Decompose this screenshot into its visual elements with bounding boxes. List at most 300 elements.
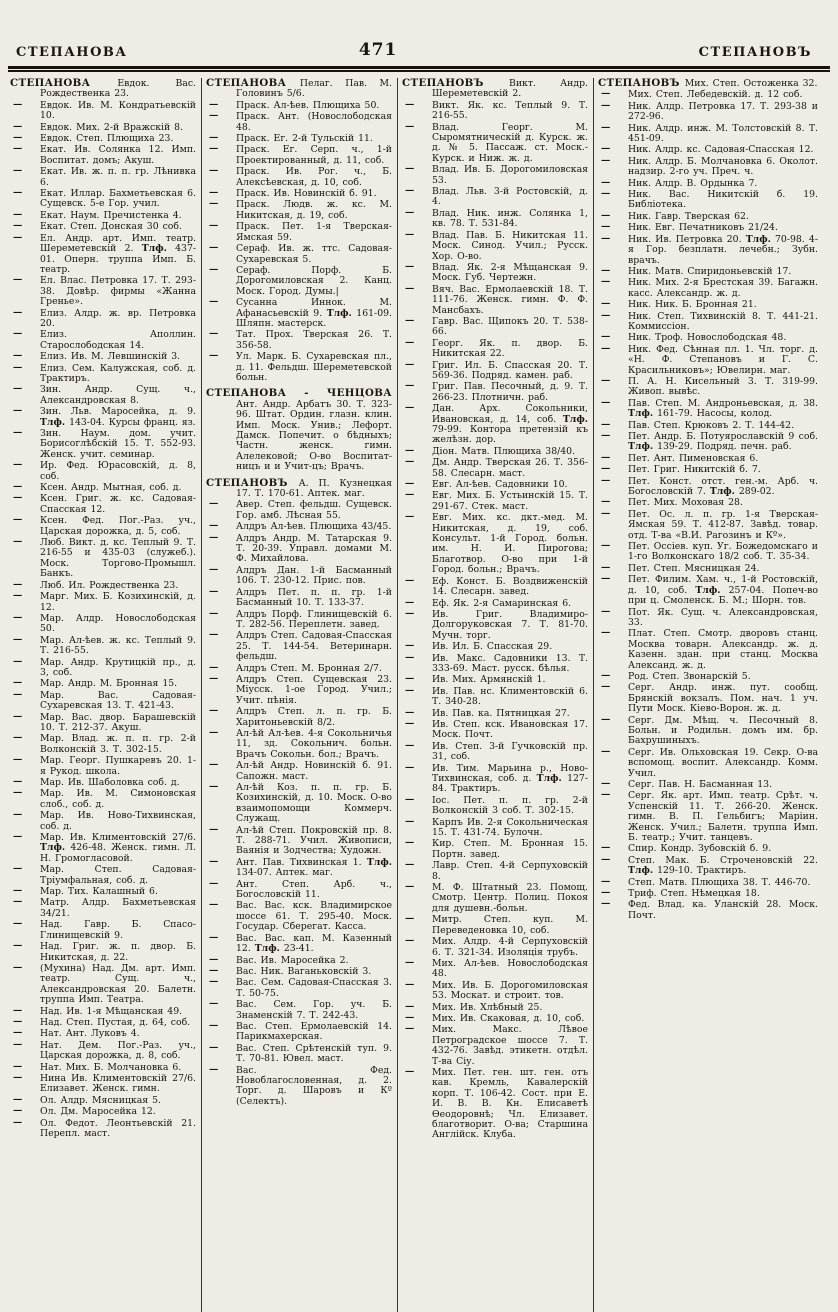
entry-text: Ник. Алдр. кс. Садовая-Спасская 12. [628,144,814,156]
directory-entry [206,531,392,565]
entry-text: Карпъ Ив. 2-я Сокольническая 15. Т. 431-74. Булочн. [432,816,588,839]
ditto-dash: — [405,913,414,925]
entry-text: Влад. Георг. М. Сыромятническій д. Курск. ж. д. № 5. Пассаж. ст. Моск.-Курск. и Ниж. ж. д. [432,121,588,164]
directory-entry [10,756,196,777]
entry-text: Мар. Влад. ж. п. п. гр. 2-й Волконскій 3. Т. 302-15. [40,733,196,755]
directory-entry [598,232,818,266]
entry-text: Ив. Пав. ка. Пятницкая 27. [432,707,570,719]
directory-entry [206,607,392,631]
ditto-dash: — [13,208,22,220]
entry-text: Ксен. Андр. Мытная, соб. д. [40,482,182,494]
entry-text: Іос. Пет. п. п. гр. 2-й Волконскій 3 соб. Т. 302-15. [432,794,588,817]
ditto-dash: — [13,120,22,132]
entry-text: Вас. Сем. Гор. уч. Б. Знаменскій 7. Т. 242-43. [236,999,392,1021]
directory-entry [598,90,818,100]
directory-entry [206,1000,392,1021]
ditto-dash: — [13,754,22,766]
entry-text: Зин. Льв. Маросейка, д. 9. Тлф. 143-04. Курсы франц. яз. [40,406,196,428]
ditto-dash: — [209,328,218,340]
ditto-dash: — [405,282,414,294]
directory-entry [206,1019,392,1043]
ditto-dash: — [601,264,610,276]
ditto-dash: — [13,1027,22,1039]
directory-entry [206,263,392,297]
entry-text: Пет. Оссіев. куп. Уг. Божедомскаго и 1-го Волконскаго 18/2 соб. Т. 35-34. [628,541,818,563]
ditto-dash: — [601,331,610,343]
entry-text: Мих. Пет. ген. шт. ген. отъ кав. Кремль, Кавалерскій корп. Т. 106-42. Сост. при Е. И. В. В. Кн. Елисаветѣ Ѳеодоровнѣ; Чл. Елизавет. благотворит. О-ва; Старшина Англійск. Клуба. [432,1066,588,1141]
ditto-dash: — [601,188,610,200]
entry-text: Над. Ив. 1-я Мѣщанская 49. [40,1005,183,1017]
ditto-dash: — [405,717,414,729]
entry-text: Мих. Алдр. 4-й Серпуховскій 6. Т. 321-34. Изоляція трубъ. [432,936,588,958]
ditto-dash: — [601,342,610,354]
ditto-dash: — [13,1093,22,1105]
ditto-dash: — [13,536,22,548]
ditto-dash: — [13,383,22,395]
directory-entry [598,745,818,779]
ditto-dash: — [405,1011,414,1023]
entry-text: Ол. Алдр. Мясницкая 5. [40,1094,161,1106]
directory-entry [402,642,588,652]
ditto-dash: — [405,314,414,326]
entry-text: Ив. Ил. Б. Спасская 29. [432,641,553,653]
entry-text: Вяч. Вас. Ермолаевскій 18. Т. 111-76. Женск. гимн. Ф. Ф. Мансбахъ. [432,283,588,316]
ditto-dash: — [601,88,610,100]
entry-text: Серг. Ив. Ольховская 19. Секр. О-ва вспомощ. воспит. Александр. Комм. Учил. [628,746,818,779]
ditto-dash: — [601,745,610,757]
entry-text: Пет. Ос. л. п. гр. 1-я Тверская-Ямская 59. Т. 412-87. Завѣд. товар. отд. Т-ва «В.И. Рагозинъ и Кº». [628,508,818,541]
entry-text: Мих. Ив. Хлѣбный 25. [432,1001,543,1013]
directory-entry [402,98,588,122]
ditto-dash: — [13,492,22,504]
entry-text: Праск. Ив. Новинскій б. 91. [236,188,377,200]
directory-entry [402,480,588,490]
entry-text: Степ. Мак. Б. Строченовскій 22. Тлф. 129-10. Трактиръ. [628,854,818,877]
entry-text: Серг. Пав. Н. Басманная 13. [628,779,773,790]
directory-column-2 [202,78,398,1312]
entry-text: Серг. Андр. инж. пут. сообщ. Брянскій вокзалъ. Пом. нач. 1 уч. Пути Моск. Кіево-Ворон. ж. д. [628,682,818,715]
directory-entry [206,222,392,243]
ditto-dash: — [405,456,414,468]
ditto-dash: — [209,1041,218,1053]
entry-text: Ив. Тим. Марьина р., Ново-Тихвинская, соб. д. Тлф. 127-84. Трактиръ. [432,762,588,795]
entry-text: Григ. Ил. Б. Спасская 20. Т. 569-36. Подряд. камен. раб. [432,359,588,381]
entry-text: Праск. Ал-ѣев. Плющиха 50. [236,99,380,111]
directory-entry [402,706,588,719]
ditto-dash: — [601,669,610,681]
directory-entry [206,134,392,144]
directory-entry [402,574,588,598]
directory-entry [598,145,818,155]
ditto-dash: — [209,263,218,275]
ditto-dash: — [601,463,610,475]
directory-entry [10,483,196,493]
ditto-dash: — [405,1000,414,1012]
ditto-dash: — [13,220,22,232]
ditto-dash: — [209,998,218,1010]
ditto-dash: — [405,859,414,871]
ditto-dash: — [209,823,218,835]
ditto-dash: — [209,899,218,911]
directory-entry [598,99,818,123]
ditto-dash: — [209,953,218,965]
directory-entry [10,330,196,351]
ditto-dash: — [601,232,610,244]
directory-entry [10,407,196,428]
ditto-dash: — [13,809,22,821]
directory-entry [402,282,588,316]
directory-column-4 [594,78,832,1312]
entry-text: Спир. Кондр. Зубовскій б. 9. [628,843,772,855]
ditto-dash: — [601,396,610,408]
surname-lead: СТЕПАНОВЪ [402,78,510,89]
entry-text: Люб. Викт. д. кс. Теплый 9. Т. 216-55 и 435-03 (служеб.). Моск. Торгово-Промышл. Банкъ. [40,537,196,580]
entry-text: Ел. Влас. Петровка 17. Т. 293-38. Довѣр. фирмы «Жанна Гренье». [40,275,196,308]
ditto-dash: — [209,629,218,641]
ditto-dash: — [601,507,610,519]
entry-text: Алдръ Ал-ѣев. Плющиха 43/45. [236,521,392,533]
ditto-dash: — [13,1060,22,1072]
entry-text: Сусанна Иннок. М. Афанасьевскій 9. Тлф. 161-09. Шляпн. мастерск. [236,297,392,329]
ditto-dash: — [405,574,414,586]
entry-text: Мар. Вас. двор. Барашевскій 10. Т. 212-37. Акуш. [40,711,196,733]
directory-entry [10,222,196,232]
directory-entry [206,823,392,857]
ditto-dash: — [405,881,414,893]
entry-text: Сераф. Ив. ж. ттс. Садовая-Сухаревская 5. [236,243,392,265]
ditto-dash: — [601,474,610,486]
ditto-dash: — [13,787,22,799]
directory-entry [10,385,196,406]
directory-entry [598,669,818,682]
entry-text: Мар. Тих. Калашный 6. [40,886,158,898]
directory-entry [10,208,196,221]
directory-entry [10,461,196,482]
ditto-dash: — [13,274,22,286]
entry-text: Мих. Степ. Лебедевскій. д. 12 соб. [628,89,803,101]
entry-text: Зин. Андр. Сущ. ч., Александровская 8. [40,384,196,406]
entry-text: Ник. Ив. Петровка 20. Тлф. 70-98. 4-я Гор. безплатн. лечебн.; Зубн. врачъ. [628,233,818,266]
entry-text: Елиз. Сем. Калужская, соб. д. Трактиръ. [40,362,196,384]
directory-entry [402,651,588,675]
directory-entry [10,942,196,963]
directory-entry [402,1011,588,1024]
directory-entry [206,661,392,674]
ditto-dash: — [13,831,22,843]
directory-entry [402,336,588,360]
ditto-dash: — [405,837,414,849]
directory-entry [402,1065,588,1141]
ditto-dash: — [601,496,610,508]
entry-text: А. П. Кузнецкая 17. Т. 170-61. Аптек. маг. [236,477,392,500]
entry-text: Ант. Андр. Арбатъ 30. Т. 323-96. Штат. Ордин. глазн. клин. Имп. Моск. Унив.; Лефорт. Дамск. Попечит. о бѣдныхъ; Частн. женск. гимн. Алелековой; О-во Воспитат-ницъ и и Учит-цъ; Врачъ. [236,398,392,473]
directory-entry [10,920,196,941]
directory-entry [206,244,392,265]
ditto-dash: — [405,489,414,501]
directory-entry [206,726,392,760]
entry-text: Евдок. Вас. Рождественка 23. [40,78,196,100]
directory-entry [206,167,392,188]
entry-text: Ал-ѣй Степ. Покровскій пр. 8. Т. 288-71. Учил. Живописи, Ваянія и Зодчества; Художн. [236,824,392,857]
directory-entry [10,276,196,307]
directory-entry [206,978,392,999]
directory-entry [402,739,588,763]
entry-text: Ант. Степ. Арб. ч., Богословскій 11. [236,878,392,901]
directory-entry [10,778,196,788]
entry-text: Алдръ Степ. М. Бронная 2/7. [236,662,382,674]
ditto-dash: — [209,1019,218,1031]
directory-entry [402,444,588,457]
directory-entry [598,309,818,333]
directory-entry [402,815,588,839]
entry-text: Еф. Як. 2-я Самаринская 6. [432,597,572,609]
ditto-dash: — [601,309,610,321]
ditto-dash: — [209,498,218,510]
directory-entry [10,494,196,515]
directory-entry [10,306,196,330]
directory-entry [10,98,196,122]
ditto-dash: — [209,242,218,254]
entry-text: Пот. Як. Сущ. ч. Александровская, 33. [628,606,818,628]
entry-text: Діон. Матв. Плющиха 38/40. [432,445,576,457]
directory-entry [206,522,392,532]
directory-entry [598,209,818,222]
ditto-dash: — [601,681,610,693]
directory-entry [10,429,196,460]
entry-text: Ник. Евг. Печатниковъ 21/24. [628,222,778,234]
ditto-dash: — [601,418,610,430]
directory-entry [598,396,818,420]
entry-text: Григ. Пав. Песочный, д. 9. Т. 266-23. Плотничн. раб. [432,381,588,403]
entry-text: Екат. Иллар. Бахметьевская 6. Сущевск. 5-е Гор. учил. [40,188,196,210]
entry-text: Кир. Степ. М. Бронная 15. Портн. завед. [432,838,588,860]
ditto-dash: — [13,863,22,875]
directory-entry [402,684,588,708]
ditto-dash: — [209,759,218,771]
directory-entry [402,260,588,284]
entry-text: Над. Григ. ж. п. двор. Б. Никитская, д. 22. [40,941,196,963]
ditto-dash: — [601,121,610,133]
ditto-dash: — [13,776,22,787]
entry-text: Викт. Як. кс. Теплый 9. Т. 216-55. [432,99,588,122]
entry-text: Евдок. Ив. М. Кондратьевскій 10. [40,99,196,122]
ditto-dash: — [209,1063,218,1075]
entry-text: Алдръ Дан. 1-й Басманный 106. Т. 230-12. Прис. пов. [236,564,392,587]
ditto-dash: — [601,561,610,573]
ditto-dash: — [13,1038,22,1050]
directory-entry [10,538,196,580]
directory-entry [206,98,392,111]
entry-text: Георг. Як. п. двор. Б. Никитская 22. [432,337,588,360]
directory-entry [206,1041,392,1065]
entry-text: Алдръ Степ. Сущевская 23. Міусск. 1-ое Город. Учил.; Учит. пѣнія. [236,673,392,706]
ditto-dash: — [405,761,414,773]
ditto-dash: — [209,585,218,597]
entry-text: Сераф. Порф. Б. Дорогомиловская 2. Канц. Моск. Город. Думы.| [236,264,392,297]
entry-text: Ал-ѣй Ал-ѣев. 4-я Сокольничья 11, зд. Сокольнич. больн. Врачъ Сокольн. бол.; Врачъ. [236,727,392,760]
ditto-dash: — [405,228,414,240]
directory-entry [10,352,196,362]
directory-entry [10,1004,196,1017]
directory-entry [10,578,196,591]
ditto-dash: — [601,842,610,854]
ditto-dash: — [13,231,22,243]
entry-text: Пет. Ант. Пименовская 6. [628,452,759,464]
directory-column-1 [6,78,202,1312]
ditto-dash: — [209,855,218,867]
ditto-dash: — [601,713,610,725]
entry-text: Ник. Ник. Б. Бронная 21. [628,299,757,311]
directory-entry [598,451,818,464]
entry-text: Мих. Ив. Скаковая, д. 10, соб. [432,1012,585,1024]
entry-text: Ник. Матв. Спиридоньевскій 17. [628,265,792,277]
directory-entry [206,145,392,166]
entry-text: Праск. Ив. Рог. ч., Б. Алексѣевская, д. 10, соб. [236,166,392,188]
ditto-dash: — [405,739,414,751]
entry-text: Праск. Людв. ж. кс. М. Никитская, д. 19, соб. [236,199,392,221]
directory-entry [402,956,588,980]
directory-entry [10,887,196,897]
ditto-dash: — [405,511,414,523]
entry-text: Праск. Пет. 1-я Тверская-Ямская 59. [236,221,392,243]
ditto-dash: — [601,627,610,639]
directory-entry [598,844,818,854]
directory-entry [10,811,196,832]
surname-lead: СТЕПАНОВА [10,78,118,89]
directory-entry [206,631,392,662]
directory-entry [206,500,392,521]
entry-text: Евдок. Степ. Плющиха 23. [40,133,174,145]
directory-entry [206,783,392,825]
directory-entry [598,278,818,299]
entry-text: Пелаг. Пав. М. Головинъ 5/6. [236,78,393,100]
entry-text: Род. Степ. Звонарскій 5. [628,670,751,682]
entry-text: Ник. Троф. Новослободская 48. [628,332,787,344]
directory-entry [206,200,392,221]
entry-text: Мар. Степ. Садовая-Тріумфальная, соб. д. [40,864,196,886]
directory-entry [206,761,392,782]
ditto-dash: — [405,651,414,663]
directory-entry [10,361,196,385]
entry-text: Праск. Ег. 2-й Тульскій 11. [236,133,373,145]
entry-text: Мар. Ал-ѣев. ж. кс. Теплый 9. Т. 216-55. [40,634,196,657]
directory-entry [402,596,588,609]
ditto-dash: — [209,110,218,122]
ditto-dash: — [13,98,22,110]
directory-entry [206,352,392,383]
entry-text: Вас. Ив. Маросейка 2. [236,954,349,966]
entry-text: Марг. Мих. Б. Козихинскій, д. 12. [40,591,196,613]
ditto-dash: — [209,672,218,684]
directory-entry [598,264,818,277]
entry-text: Над. Степ. Пустая, д. 64, соб. [40,1016,191,1028]
entry-text: Ив. Мих. Армянскій 1. [432,674,546,686]
directory-entry [598,542,818,563]
ditto-dash: — [405,1023,414,1035]
directory-entry [598,342,818,376]
ditto-dash: — [13,361,22,373]
ditto-dash: — [209,98,218,110]
entry-text: Ив. Степ. 3-й Гучковскій пр. 31, соб. [432,740,588,763]
ditto-dash: — [209,976,218,988]
entry-text: Ив. Пав. нс. Климентовскій 6. Т. 340-28. [432,685,588,708]
entry-text: Зин. Наум. дом. учит. Борисоглѣбскій 15. Т. 552-93. Женск. учит. семинар. [40,428,196,460]
directory-entry [402,1000,588,1013]
directory-entry [598,176,818,189]
ditto-dash: — [209,964,218,976]
entry-text: Вас. Ник. Ваганьковскій 3. [236,965,372,977]
entry-text: Триф. Степ. Нѣмецкая 18. [628,888,760,900]
surname-lead: СТЕПАНОВЪ [598,78,685,89]
directory-entry [402,458,588,479]
directory-entry [598,605,818,629]
directory-entry [402,607,588,641]
directory-entry [598,853,818,877]
ditto-dash: — [405,673,414,685]
entry-text: Дан. Арх. Сокольники, Ивановская, д. 14, соб. Тлф. 79-99. Контора претензій къ желѣзн. дор. [432,403,588,446]
ditto-dash: — [405,793,414,805]
running-head-right: СТЕПАНОВЪ [698,45,812,60]
directory-entry [598,498,818,508]
ditto-dash: — [601,573,610,585]
directory-entry [206,931,392,955]
entry-text: (Мухина) Над. Дм. арт. Имп. театр. Сущ. ч., Александровская 20. Балетн. труппа Имп. Театра. [40,962,196,1006]
directory-entry [10,1060,196,1073]
ditto-dash: — [601,374,610,386]
surname-lead: СТЕПАНОВА [206,78,300,89]
directory-entry [598,683,818,714]
entry-text: Мар. Вас. Садовая-Сухаревская 13. Т. 421-43. [40,689,196,712]
entry-text: Нат. Ант. Луковъ 4. [40,1028,140,1040]
directory-entry [598,889,818,899]
directory-entry [402,314,588,338]
ditto-dash: — [13,633,22,645]
ditto-dash: — [13,1004,22,1016]
ditto-dash: — [13,961,22,973]
entry-text: Вас. Вас. кск. Владимирское шоссе 61. Т. 295-40. Моск. Государ. Сберегат. Касса. [236,900,392,933]
ditto-dash: — [405,815,414,827]
directory-entry [402,491,588,512]
entry-text: Влад. Ник. инж. Солянка 1, кв. 78. Т. 531-84. [432,207,588,230]
entry-text: Екат. Ив. Солянка 12. Имп. Воспитат. домъ; Акуш. [40,144,196,166]
ditto-dash: — [405,163,414,175]
entry-text: Влад. Ив. Б. Дорогомиловская 53. [432,164,588,186]
entry-text: Елиз. Алдр. ж. вр. Петровка 20. [40,307,196,329]
ditto-dash: — [601,540,610,552]
ditto-dash: — [13,885,22,897]
entry-text: Пет. Конст. отст. ген.-м. Арб. ч. Богословскій 7. Тлф. 289-02. [628,475,818,498]
ditto-dash: — [13,1071,22,1083]
ditto-dash: — [13,590,22,602]
directory-entry [206,563,392,587]
entry-text: Пав. Степ. Крюковъ 2. Т. 144-42. [628,419,795,431]
directory-entry [206,672,392,706]
directory-entry [10,1015,196,1028]
ditto-dash: — [209,220,218,232]
ditto-dash: — [405,706,414,718]
ditto-dash: — [13,328,22,340]
directory-entry [10,592,196,613]
surname-lead: СТЕПАНОВА - ЧЕНЦОВА [206,387,392,400]
entry-text: Алдръ Андр. М. Татарская 9. Т. 20-39. Управл. домами М. Ф. Михайлова. [236,532,392,565]
entry-text: Авер. Степ. фельдш. Сущевск. Гор. амб. Лѣсная 55. [236,499,392,521]
ditto-dash: — [601,789,610,801]
directory-entry [10,1029,196,1039]
page-number: 471 [358,40,398,60]
entry-text: Алдръ Степ. л. п. гр. Б. Харитоньевскій 8/2. [236,706,392,728]
ditto-dash: — [13,655,22,667]
entry-text: Митр. Степ. куп. М. Переведеновка 10, соб. [432,914,588,936]
